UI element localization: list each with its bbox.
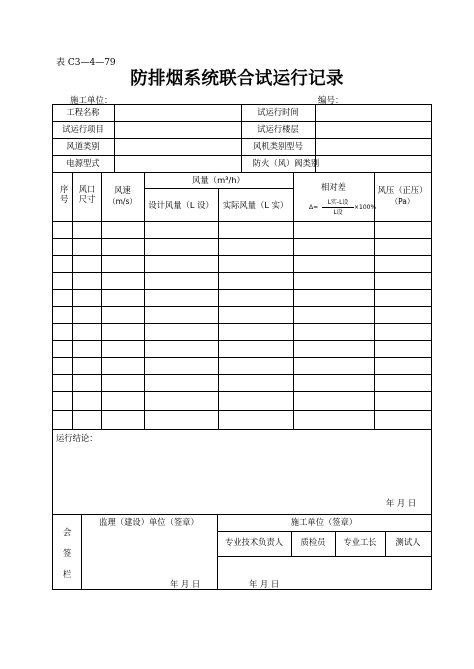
role-foreman: 专业工长 bbox=[343, 537, 377, 547]
col-deviation-header: 相对差 bbox=[321, 182, 346, 192]
conclusion-label: 运行结论： bbox=[56, 433, 98, 443]
duct-type-label: 风道类别 bbox=[66, 141, 100, 151]
col-air-volume-header: 风量（m³/h） bbox=[192, 175, 245, 185]
col-wind-speed-unit: （m/s） bbox=[108, 197, 137, 206]
role-quality-inspector: 质检员 bbox=[300, 537, 326, 547]
col-wind-speed-header: 风速 bbox=[114, 185, 131, 195]
construction-date: 年 月 日 bbox=[249, 579, 280, 589]
formula-numerator: L实-L设 bbox=[322, 197, 354, 208]
run-item-label: 试运行项目 bbox=[62, 124, 104, 134]
power-type-label: 电源型式 bbox=[66, 158, 100, 168]
sign-column-char-3: 栏 bbox=[63, 569, 72, 579]
role-tester: 测试人 bbox=[395, 537, 421, 547]
col-pressure-header: 风压（正压） bbox=[377, 185, 428, 195]
form-number-label: 编号： bbox=[318, 96, 344, 106]
formula-suffix: ×100% bbox=[354, 204, 377, 211]
col-design-volume-header: 设计风量（L 设） bbox=[148, 200, 214, 210]
fan-model-label: 风机类别型号 bbox=[253, 141, 303, 151]
sign-column-char-2: 签 bbox=[63, 548, 72, 558]
col-seq-header: 序号 bbox=[60, 184, 69, 204]
col-actual-volume-header: 实际风量（L 实） bbox=[222, 200, 289, 210]
formula-denominator: L设 bbox=[333, 209, 343, 216]
form-code: 表 C3—4—79 bbox=[56, 58, 116, 68]
damper-type-label: 防火（风）阀类别 bbox=[252, 158, 320, 168]
conclusion-date: 年 月 日 bbox=[386, 498, 417, 508]
supervision-date: 年 月 日 bbox=[170, 579, 201, 589]
page-title: 防排烟系统联合试运行记录 bbox=[130, 69, 344, 89]
role-technical-lead: 专业技术负责人 bbox=[224, 537, 284, 547]
col-outlet-size-header: 风口尺寸 bbox=[78, 184, 96, 204]
run-floor-label: 试运行楼层 bbox=[257, 124, 299, 134]
construction-unit-sign: 施工单位（签章） bbox=[290, 517, 358, 527]
construction-unit-label: 施工单位： bbox=[70, 96, 113, 106]
project-name-label: 工程名称 bbox=[66, 107, 100, 117]
supervision-unit-sign: 监理（建设）单位（签章） bbox=[99, 517, 199, 527]
run-time-label: 试运行时间 bbox=[257, 107, 299, 117]
col-pressure-unit: （Pa） bbox=[390, 197, 415, 206]
formula-prefix: Δ= bbox=[309, 204, 319, 211]
sign-column-char-1: 会 bbox=[63, 527, 72, 537]
